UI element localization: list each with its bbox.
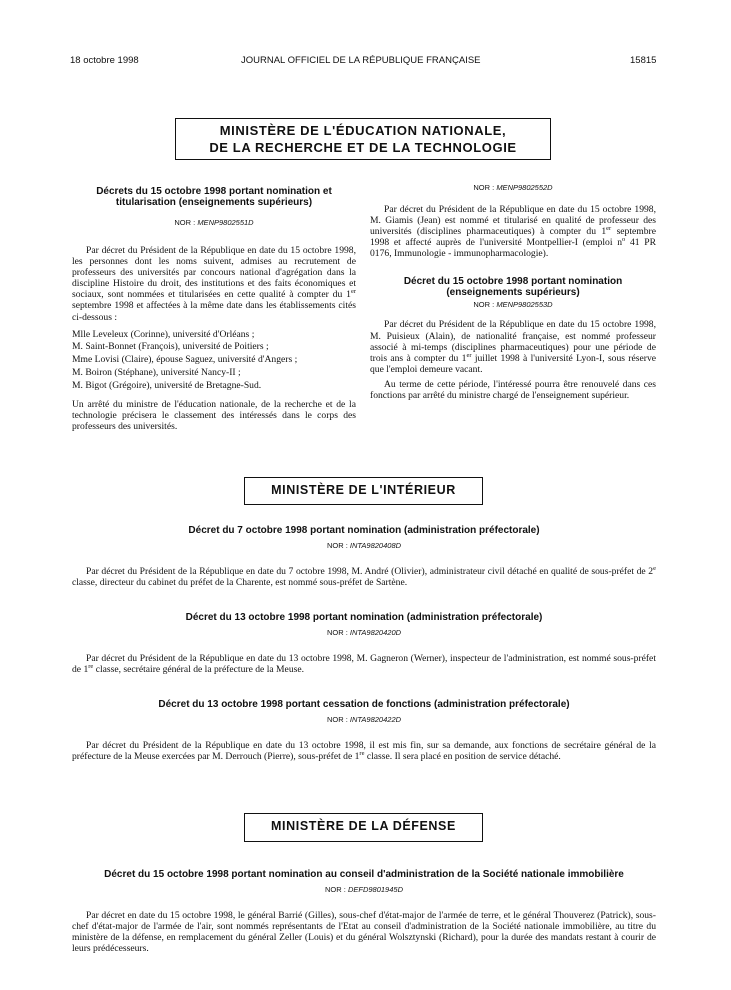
- nor-label: NOR :: [473, 300, 495, 310]
- nor-reference: [72, 715, 656, 724]
- ministry-education-heading: [175, 118, 551, 160]
- decree-3: [370, 276, 656, 401]
- decree-title: Décret du 13 octobre 1998 portant nomination (administration préfectorale): [185, 612, 543, 623]
- left-column: [72, 186, 356, 432]
- nor-reference: [370, 183, 656, 192]
- nor-code: INTA9820422D: [349, 715, 402, 724]
- decree-body: Par décret du Président de la République en date du 15 octobre 1998, M. Giamis (Jean) est nommé et titularisé en qualité de professeur des universités (disciplines pharmaceutiques) à compter du 1er septembre 1998 et affecté auprès de l'université Montpellier-I (emploi $n^o$ 41 PR 0176, Immunologie - immunopharmacologie).: [370, 204, 656, 260]
- right-column: [370, 183, 656, 401]
- decree-body: Par décret du Président de la République en date du 13 octobre 1998, M. Gagneron (Werner), inspecteur de l'administration, est nommé sous-préfet de 1re classe, secrétaire général de la préfecture de la Meuse.: [72, 653, 656, 676]
- ministry-interior-heading: MINISTÈRE DE L'INTÉRIEUR: [244, 477, 483, 505]
- page-number: 15815: [630, 55, 657, 66]
- nor-code: DEFD9801945D: [347, 885, 403, 894]
- decree-1: [72, 186, 356, 432]
- ministry-defense-heading: MINISTÈRE DE LA DÉFENSE: [244, 813, 483, 842]
- header-date: 18 octobre 1998: [70, 55, 139, 66]
- nor-code: INTA9820408D: [349, 541, 402, 550]
- decree-title: Décret du 13 octobre 1998 portant cessation de fonctions (administration préfectorale): [158, 699, 570, 710]
- decree-title: Décret du 15 octobre 1998 portant nomination (enseignements supérieurs): [403, 276, 623, 299]
- decree-body: Par décret du Président de la République en date du 13 octobre 1998, il est mis fin, sur sa demande, aux fonctions de secrétaire général de la préfecture de la Meuse exercées par M. Derrouch (Pierre), sous-préfet de 1re classe. Il sera placé en position de service détaché.: [72, 740, 656, 763]
- nor-label: NOR :: [326, 628, 348, 637]
- nor-label: NOR :: [326, 715, 348, 724]
- nor-code: INTA9820420D: [349, 628, 402, 637]
- nor-reference: [72, 628, 656, 637]
- decree-body-continued: Au terme de cette période, l'intéressé pourra être renouvelé dans ces fonctions par arrêté du ministre chargé de l'enseignement supérieur.: [370, 378, 656, 402]
- nor-reference: [370, 300, 656, 309]
- ministry-education-title-line1: MINISTÈRE DE L'ÉDUCATION NATIONALE,: [219, 123, 507, 138]
- decree-title: Décrets du 15 octobre 1998 portant nomination et titularisation (enseignements supérieurs): [96, 186, 332, 208]
- decree-4: [72, 525, 656, 588]
- decree-5: [72, 612, 656, 675]
- list-item: Mme Lovisi (Claire), épouse Saguez, université d'Angers ;: [72, 354, 298, 366]
- nor-reference: [72, 885, 656, 894]
- decree-7: [72, 869, 656, 954]
- nor-code: MENP9802552D: [496, 183, 553, 192]
- nor-code: MENP9802551D: [197, 218, 254, 227]
- list-item: M. Boiron (Stéphane), université Nancy-II ;: [72, 367, 241, 379]
- nor-label: NOR :: [473, 183, 495, 192]
- nor-label: NOR :: [326, 541, 348, 550]
- nor-label: NOR :: [174, 218, 196, 227]
- nor-reference: [72, 218, 356, 227]
- decree-body: Par décret du Président de la République en date du 15 octobre 1998, M. Puisieux (Alain), de nationalité française, est nommé professeur associé à mi-temps (disciplines pharmaceutiques) pour une période de trois ans à compter du 1er juillet 1998 à l'université Lyon-I, sous réserve que l'emploi demeure vacant.: [370, 319, 657, 375]
- decree-body: Par décret du Président de la République en date du 7 octobre 1998, M. André (Olivier), administrateur civil détaché en qualité de sous-préfet de 2e classe, directeur du cabinet du préfet de la Charente, est nommé sous-préfet de Sartène.: [72, 564, 656, 589]
- decree-2: [370, 183, 656, 259]
- appointee-list: [72, 329, 356, 393]
- journal-title: JOURNAL OFFICIEL DE LA RÉPUBLIQUE FRANÇAISE: [241, 55, 481, 66]
- nor-reference: [72, 541, 656, 550]
- list-item: M. Bigot (Grégoire), université de Bretagne-Sud.: [72, 379, 262, 391]
- ministry-education-title-line2: DE LA RECHERCHE ET DE LA TECHNOLOGIE: [209, 140, 517, 155]
- list-item: Mlle Leveleux (Corinne), université d'Orléans ;: [72, 328, 255, 340]
- decree-6: [72, 699, 656, 762]
- decree-body: Par décret en date du 15 octobre 1998, le général Barrié (Gilles), sous-chef d'état-major de l'armée de terre, et le général Thouverez (Patrick), sous-chef d'état-major de l'armée de l'air, sont nommés représentants de l'Etat au conseil d'administration de la Société nationale immobilière, au titre du ministère de la défense, en remplacement du général Zeller (Louis) et du général Wolsztynski (Richard), pour la durée des mandats restant à courir de leurs prédécesseurs.: [72, 910, 656, 955]
- list-item: M. Saint-Bonnet (François), université de Poitiers ;: [72, 341, 269, 353]
- nor-label: NOR :: [325, 885, 346, 894]
- nor-code: MENP9802553D: [496, 300, 553, 310]
- decree-closing: Un arrêté du ministre de l'éducation nationale, de la recherche et de la technologie précisera le classement des intéressés dans le corps des professeurs des universités.: [72, 398, 356, 432]
- decree-body: Par décret du Président de la République en date du 15 octobre 1998, les personnes dont les noms suivent, admises au recrutement de professeurs des universités par concours national d'agrégation dans la discipline Histoire du droit, des institutions et des faits économiques et sociaux, sont nommées et titularisées en cette qualité à compter du 1er septembre 1998 et affectées à la même date dans les établissements cités ci-dessous :: [72, 245, 356, 323]
- decree-title: Décret du 7 octobre 1998 portant nomination (administration préfectorale): [188, 525, 540, 536]
- decree-title: Décret du 15 octobre 1998 portant nomination au conseil d'administration de la Société nationale immobilière: [104, 869, 624, 880]
